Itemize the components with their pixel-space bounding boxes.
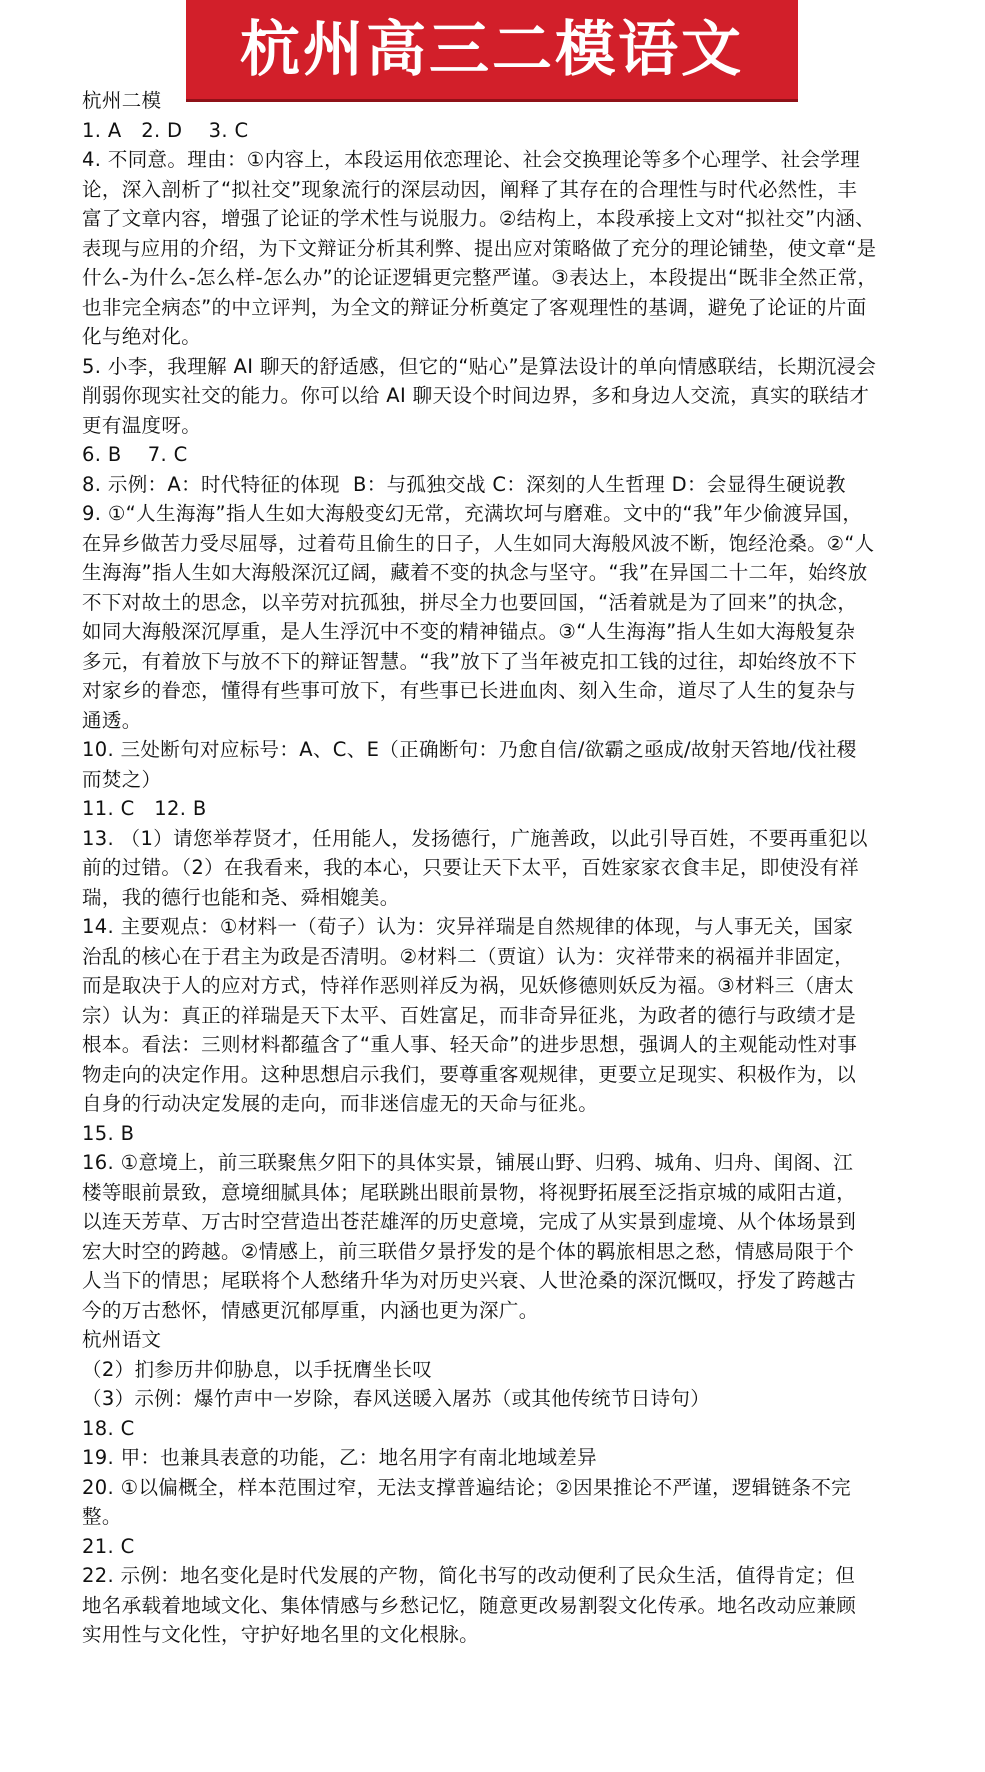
text-line: 18. C — [82, 1416, 135, 1440]
answer-document — [82, 86, 882, 1650]
text-line: 瑞，我的德行也能和尧、舜相媲美。 — [82, 885, 400, 909]
text-line: 13. （1）请您举荐贤才，任用能人，发扬德行，广施善政，以此引导百姓，不要再重犯以 — [82, 826, 868, 850]
text-line: 20. ①以偏概全，样本范围过窄，无法支撑普遍结论；②因果推论不严谨，逻辑链条不完 — [82, 1475, 852, 1499]
text-line: 富了文章内容，增强了论证的学术性与说服力。②结构上，本段承接上文对“拟社交”内涵、 — [82, 207, 876, 230]
text-line: 1. A 2. D 3. C — [82, 118, 249, 142]
text-line: 宗）认为：真正的祥瑞是天下太平、百姓富足，而非奇异征兆，为政者的德行与政绩才是 — [82, 1003, 857, 1027]
text-line: 14. 主要观点：①材料一（荀子）认为：灾异祥瑞是自然规律的体现，与人事无关，国家 — [82, 915, 854, 938]
text-line: 21. C — [82, 1534, 135, 1558]
text-line: 而焚之） — [82, 767, 162, 791]
text-line: 多元，有着放下与放不下的辩证智慧。“我”放下了当年被克扣工钱的过往，却始终放不下 — [82, 649, 858, 673]
text-line: 杭州语文 — [82, 1328, 162, 1351]
text-line: 4. 不同意。理由：①内容上，本段运用依恋理论、社会交换理论等多个心理学、社会学理 — [82, 148, 861, 171]
text-line: 前的过错。（2）在我看来，我的本心，只要让天下太平，百姓家家衣食丰足，即使没有祥 — [82, 856, 860, 879]
text-line: 宏大时空的跨越。②情感上，前三联借夕景抒发的是个体的羁旅相思之愁，情感局限于个 — [82, 1239, 855, 1263]
text-line: 22. 示例：地名变化是时代发展的产物，简化书写的改动便利了民众生活，值得肯定；但 — [82, 1564, 856, 1587]
text-line: 表现与应用的介绍，为下文辩证分析其利弊、提出应对策略做了充分的理论铺垫，使文章“是 — [82, 236, 877, 260]
text-line: 10. 三处断句对应标号：A、C、E（正确断句：乃愈自信/欲霸之亟成/故射天笞地/伐社稷 — [82, 738, 857, 761]
text-line: 什么-为什么-怎么样-怎么办”的论证逻辑更完整严谨。③表达上，本段提出“既非全然正常， — [82, 266, 878, 289]
text-line: 整。 — [82, 1505, 122, 1528]
text-line: 楼等眼前景致，意境细腻具体；尾联跳出眼前景物，将视野拓展至泛指京城的咸阳古道， — [82, 1180, 857, 1204]
text-line: 也非完全病态”的中立评判，为全文的辩证分析奠定了客观理性的基调，避免了论证的片面 — [82, 295, 867, 319]
text-line: 今的万古愁怀，情感更沉郁厚重，内涵也更为深广。 — [82, 1298, 539, 1322]
text-line: 如同大海般深沉厚重，是人生浮沉中不变的精神锚点。③“人生海海”指人生如大海般复杂 — [82, 620, 856, 643]
text-line: 8. 示例：A：时代特征的体现 B：与孤独交战 C：深刻的人生哲理 D：会显得生硬说教 — [82, 472, 846, 496]
text-line: 在异乡做苦力受尽屈辱，过着苟且偷生的日子，人生如同大海般风波不断，饱经沧桑。②“人 — [82, 531, 875, 555]
text-line: 治乱的核心在于君主为政是否清明。②材料二（贾谊）认为：灾祥带来的祸福并非固定， — [82, 944, 855, 968]
text-line: 自身的行动决定发展的走向，而非迷信虚无的天命与征兆。 — [82, 1092, 599, 1115]
text-line: 论，深入剖析了“拟社交”现象流行的深层动因，阐释了其存在的合理性与时代必然性，丰 — [82, 177, 858, 201]
text-line: 对家乡的眷恋，懂得有些事可放下，有些事已长进血肉、刻入生命，道尽了人生的复杂与 — [82, 679, 857, 702]
text-line: 杭州二模 — [82, 89, 162, 112]
text-line: （2）扪参历井仰胁息，以手抚膺坐长叹 — [82, 1357, 433, 1381]
text-line: 不下对故土的思念，以辛劳对抗孤独，拼尽全力也要回国，“活着就是为了回来”的执念， — [82, 590, 858, 614]
text-line: 9. ①“人生海海”指人生如大海般变幻无常，充满坎坷与磨难。文中的“我”年少偷渡异国， — [82, 502, 863, 525]
text-line: 16. ①意境上，前三联聚焦夕阳下的具体实景，铺展山野、归鸦、城角、归舟、闺阁、江 — [82, 1151, 854, 1174]
text-line: 生海海”指人生如大海般深沉辽阔，藏着不变的执念与坚守。“我”在异国二十二年，始终放 — [82, 561, 868, 584]
text-line: 削弱你现实社交的能力。你可以给 AI 聊天设个时间边界，多和身边人交流，真实的联结才 — [82, 384, 870, 407]
text-line: 地名承载着地域文化、集体情感与乡愁记忆，随意更改易割裂文化传承。地名改动应兼顾 — [82, 1593, 857, 1617]
text-line: 物走向的决定作用。这种思想启示我们，要尊重客观规律，更要立足现实、积极作为，以 — [82, 1062, 857, 1086]
text-line: 人当下的情思；尾联将个人愁绪升华为对历史兴衰、人世沧桑的深沉慨叹，抒发了跨越古 — [82, 1269, 857, 1292]
text-line: 19. 甲：也兼具表意的功能，乙：地名用字有南北地域差异 — [82, 1446, 598, 1469]
text-line: 实用性与文化性，守护好地名里的文化根脉。 — [82, 1623, 480, 1646]
text-line: 11. C 12. B — [82, 797, 207, 820]
text-line: 而是取决于人的应对方式，恃祥作恶则祥反为祸，见妖修德则妖反为福。③材料三（唐太 — [82, 974, 855, 997]
text-line: 6. B 7. C — [82, 443, 188, 466]
text-line: 以连天芳草、万古时空营造出苍茫雄浑的历史意境，完成了从实景到虚境、从个体场景到 — [82, 1210, 857, 1233]
text-line: （3）示例：爆竹声中一岁除，春风送暖入屠苏（或其他传统节日诗句） — [82, 1387, 711, 1410]
page-title: 杭州高三二模语文 — [240, 14, 744, 85]
text-line: 通透。 — [82, 708, 142, 732]
text-line: 更有温度呀。 — [82, 413, 202, 437]
text-line: 5. 小李，我理解 AI 聊天的舒适感，但它的“贴心”是算法设计的单向情感联结，长期沉浸会 — [82, 354, 877, 378]
text-line: 15. B — [82, 1121, 135, 1145]
text-line: 根本。看法：三则材料都蕴含了“重人事、轻天命”的进步思想，强调人的主观能动性对事 — [82, 1033, 858, 1056]
text-line: 化与绝对化。 — [82, 325, 202, 348]
